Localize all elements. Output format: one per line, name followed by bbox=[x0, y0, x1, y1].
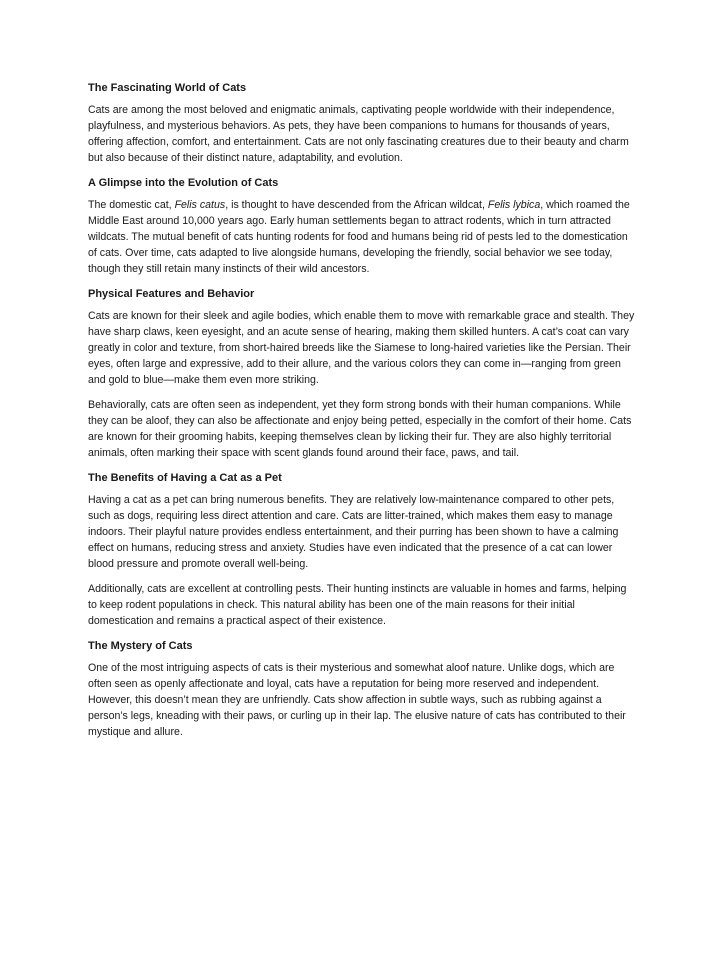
italic-scientific-name-felis-catus: Felis catus bbox=[174, 199, 226, 211]
document-page bbox=[88, 80, 636, 749]
text-run: , is thought to have descended from the African wildcat, bbox=[225, 199, 488, 211]
section-heading-benefits: The Benefits of Having a Cat as a Pet bbox=[88, 472, 282, 484]
section-heading-mystery: The Mystery of Cats bbox=[88, 640, 193, 652]
text-run: , which roamed the Middle East around 10,000 years ago. Early human settlements began to attract rodents, which in turn attracted wildcats. The mutual benefit of cats hunting rodents for food and humans being rid of pests led to the domestication of cats. Over time, cats adapted to live alongside humans, developing the friendly, social behavior we see today, though they still retain many instincts of their wild ancestors. bbox=[88, 199, 630, 275]
paragraph-physical-features: Cats are known for their sleek and agile bodies, which enable them to move with remarkable grace and stealth. They have sharp claws, keen eyesight, and an acute sense of hearing, making them skilled hunters. A cat’s coat can vary greatly in color and texture, from short-haired breeds like the Siamese to long-haired varieties like the Persian. Their eyes, often large and expressive, add to their allure, and the various colors they can come in—ranging from green and gold to blue—make them even more striking. bbox=[88, 310, 635, 386]
paragraph-pest-control: Additionally, cats are excellent at controlling pests. Their hunting instincts are valuable in homes and farms, helping to keep rodent populations in check. This natural ability has been one of the main reasons for their initial domestication and remains a practical aspect of their existence. bbox=[88, 583, 627, 627]
text-run: The domestic cat, bbox=[88, 199, 175, 211]
paragraph-mystery: One of the most intriguing aspects of cats is their mysterious and somewhat aloof nature. Unlike dogs, which are often seen as openly affectionate and loyal, cats have a reputation for being more reserved and independent. However, this doesn’t mean they are unfriendly. Cats show affection in subtle ways, such as rubbing against a person’s legs, kneading with their paws, or curling up in their lap. The elusive nature of cats has contributed to their mystique and allure. bbox=[88, 662, 626, 738]
section-heading-fascinating-world: The Fascinating World of Cats bbox=[88, 82, 247, 94]
italic-scientific-name-felis-lybica: Felis lybica bbox=[487, 199, 541, 211]
section-heading-physical-features: Physical Features and Behavior bbox=[88, 288, 255, 300]
paragraph-behavior: Behaviorally, cats are often seen as independent, yet they form strong bonds with their human companions. While they can be aloof, they can also be affectionate and enjoy being petted, especially in the comfort of their home. Cats are known for their grooming habits, keeping themselves clean by licking their fur. They are also highly territorial animals, often marking their space with scent glands found around their face, paws, and tail. bbox=[88, 399, 632, 459]
paragraph-intro: Cats are among the most beloved and enigmatic animals, captivating people worldwide with their independence, playfulness, and mysterious behaviors. As pets, they have been companions to humans for thousands of years, offering affection, comfort, and entertainment. Cats are not only fascinating creatures due to their beauty and charm but also because of their distinct nature, adaptability, and evolution. bbox=[88, 104, 629, 164]
paragraph-evolution bbox=[88, 197, 636, 277]
paragraph-benefits: Having a cat as a pet can bring numerous benefits. They are relatively low-maintenance compared to other pets, such as dogs, requiring less direct attention and care. Cats are litter-trained, which makes them easy to manage indoors. Their playful nature provides endless entertainment, and their purring has been shown to have a calming effect on humans, reducing stress and anxiety. Studies have even indicated that the presence of a cat can lower blood pressure and promote overall well-being. bbox=[88, 494, 619, 570]
section-heading-evolution: A Glimpse into the Evolution of Cats bbox=[88, 177, 279, 189]
